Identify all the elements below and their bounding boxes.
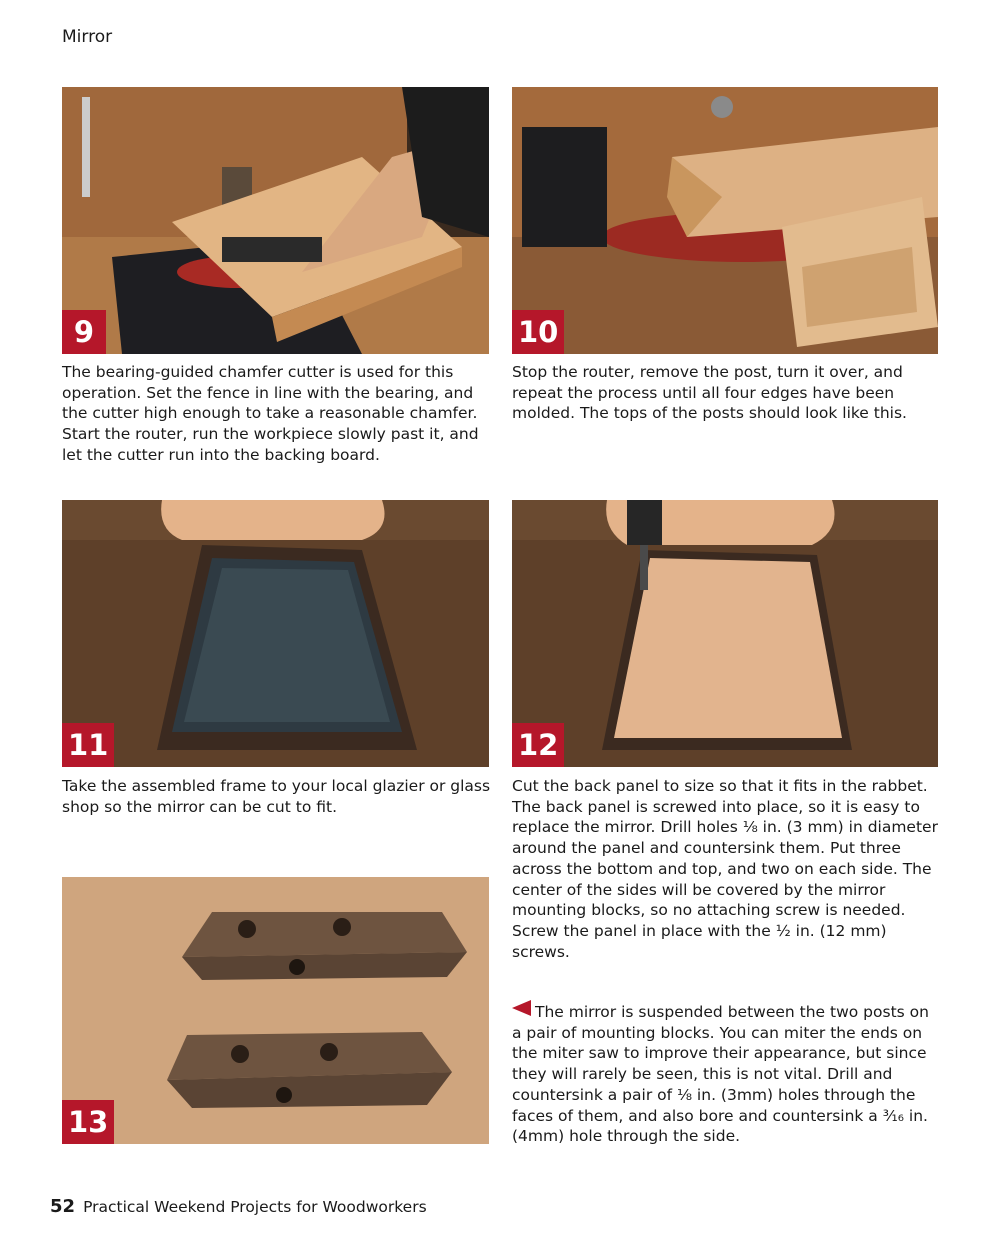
book-title: Practical Weekend Projects for Woodworkers — [83, 1198, 427, 1216]
step-13-caption — [512, 1000, 932, 1147]
arrow-left-icon — [512, 1000, 531, 1016]
step-number-badge: 10 — [512, 310, 564, 354]
step-12-caption: Cut the back panel to size so that it fits in the rabbet. The back panel is screwed into place, so it is easy to replace the mirror. Drill holes ⅛ in. (3 mm) in diameter around the panel and countersink them. Put three across the bottom and top, and two on each side. The center of the sides will be covered by the mirror mounting blocks, so no attaching screw is needed. Screw the panel in place with the ½ in. (12 mm) screws. — [512, 777, 938, 961]
page-number: 52 — [50, 1196, 76, 1217]
step-number-badge: 11 — [62, 723, 114, 767]
section-header: Mirror — [62, 27, 113, 47]
step-10-photo — [512, 87, 938, 354]
step-9-caption: The bearing-guided chamfer cutter is used for this operation. Set the fence in line with the bearing, and the cutter high enough to take a reasonable chamfer. Start the router, run the workpiece slowly past it, and let the cutter run into the backing board. — [62, 363, 479, 464]
step-number-badge: 9 — [62, 310, 106, 354]
step-11-caption: Take the assembled frame to your local glazier or glass shop so the mirror can be cut to fit. — [62, 777, 491, 816]
step-number-badge: 12 — [512, 723, 564, 767]
step-9-photo — [62, 87, 489, 354]
step-12-photo — [512, 500, 938, 767]
step-11-photo — [62, 500, 489, 767]
step-10-caption: Stop the router, remove the post, turn it over, and repeat the process until all four edges have been molded. The tops of the posts should look like this. — [512, 363, 907, 423]
step-number-badge: 13 — [62, 1100, 114, 1144]
step-13-caption-text: The mirror is suspended between the two posts on a pair of mounting blocks. You can miter the ends on the miter saw to improve their appearance, but since they will rarely be seen, this is not vital. Drill and countersink a pair of ⅛ in. (3mm) holes through the faces of them, and also bore and countersink a ³⁄₁₆ in. (4mm) hole through the side. — [512, 1003, 929, 1146]
step-13-photo — [62, 877, 489, 1144]
page-footer — [50, 1196, 427, 1217]
